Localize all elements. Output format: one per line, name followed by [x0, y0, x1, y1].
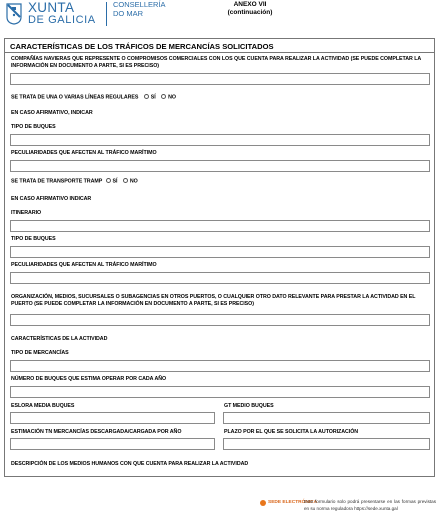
itinerary-field[interactable]: [10, 220, 430, 232]
annex-heading: [200, 1, 300, 17]
form-title: CARACTERÍSTICAS DE LOS TRÁFICOS DE MERCANCÍAS SOLICITADOS: [10, 42, 274, 51]
footer-url[interactable]: https://sede.xunta.gal: [354, 506, 398, 511]
companies-label: COMPAÑÍAS NAVIERAS QUE REPRESENTE O COMPROMISOS COMERCIALES CON LOS QUE CUENTA PARA REALIZAR LA ACTIVIDAD (SE PUEDE COMPLETAR LA INFORMACIÓN EN DOCUMENTO A PARTE, SI ES PRECISO): [11, 56, 422, 70]
regular-lines-no-radio[interactable]: [161, 94, 166, 99]
affirmative-label-1: EN CASO AFIRMATIVO, INDICAR: [11, 110, 93, 116]
affirmative-label-2: EN CASO AFIRMATIVO INDICAR: [11, 196, 92, 202]
average-length-field[interactable]: [10, 412, 215, 424]
title-divider: [5, 52, 434, 53]
ship-type-label-2: TIPO DE BUQUES: [11, 236, 56, 242]
galicia-flag-icon: [6, 3, 22, 25]
yes-label: SÍ: [150, 94, 156, 101]
ships-per-year-field[interactable]: [10, 386, 430, 398]
activity-characteristics-heading: CARACTERÍSTICAS DE LA ACTIVIDAD: [11, 336, 108, 342]
department-name: [113, 1, 166, 18]
companies-field[interactable]: [10, 73, 430, 85]
yes-label: SÍ: [112, 178, 118, 185]
ship-type-field-2[interactable]: [10, 246, 430, 258]
average-length-label: ESLORA MEDIA BUQUES: [11, 403, 75, 409]
tramp-question: SE TRATA DE TRANSPORTE TRAMP: [11, 178, 103, 185]
footer-note: [304, 498, 436, 512]
logo-text-xunta: XUNTA: [28, 0, 75, 15]
department-line-2: DO MAR: [113, 8, 143, 18]
page-footer: [260, 498, 436, 516]
tonnage-estimate-label: ESTIMACIÓN TN MERCANCÍAS DESCARGADA/CARGADA POR AÑO: [11, 429, 182, 435]
annex-title: ANEXO VII: [233, 1, 267, 8]
ships-per-year-label: NÚMERO DE BUQUES QUE ESTIMA OPERAR POR CADA AÑO: [11, 376, 167, 382]
no-label: NO: [168, 94, 176, 101]
peculiarities-label-1: PECULIARIDADES QUE AFECTEN AL TRÁFICO MARÍTIMO: [11, 150, 157, 156]
logo-divider: [106, 2, 107, 26]
average-gt-field[interactable]: [223, 412, 430, 424]
goods-type-label: TIPO DE MERCANCÍAS: [11, 350, 69, 356]
tramp-no-radio[interactable]: [123, 178, 128, 183]
tonnage-estimate-field[interactable]: [10, 438, 215, 450]
peculiarities-field-2[interactable]: [10, 272, 430, 284]
organization-label: ORGANIZACIÓN, MEDIOS, SUCURSALES O SUBAGENCIAS EN OTROS PUERTOS, O CUALQUIER OTRO DATO RELEVANTE PARA PRESTAR LA ACTIVIDAD EN EL PUERTO (SE PUEDE COMPLETAR LA INFORMACIÓN EN DOCUMENTO A PARTE, SI ES PRECISO): [11, 294, 416, 308]
logo-text-galicia: DE GALICIA: [28, 14, 96, 26]
human-resources-label: DESCRIPCIÓN DE LOS MEDIOS HUMANOS CON QUE CUENTA PARA REALIZAR LA ACTIVIDAD: [11, 461, 249, 467]
peculiarities-label-2: PECULIARIDADES QUE AFECTEN AL TRÁFICO MARÍTIMO: [11, 262, 157, 268]
sede-label: SEDE ELECTRÓNICA: [268, 500, 318, 505]
regular-lines-question: SE TRATA DE UNA O VARIAS LÍNEAS REGULARES: [11, 94, 139, 101]
ship-type-label-1: TIPO DE BUQUES: [11, 124, 56, 130]
cargo-traffic-form: [4, 38, 435, 477]
sede-logo-icon: [260, 500, 266, 506]
department-line-1: CONSELLERÍA: [113, 0, 166, 9]
annex-subtitle: (continuación): [227, 9, 273, 16]
peculiarities-field-1[interactable]: [10, 160, 430, 172]
itinerary-label: ITINERARIO: [11, 210, 42, 216]
goods-type-field[interactable]: [10, 360, 430, 372]
regular-lines-row: [11, 94, 176, 102]
page-header: [0, 0, 439, 32]
authorization-period-field[interactable]: [223, 438, 430, 450]
organization-field[interactable]: [10, 314, 430, 326]
no-label: NO: [129, 178, 138, 185]
regular-lines-yes-radio[interactable]: [144, 94, 149, 99]
xunta-logo: [6, 0, 166, 29]
ship-type-field-1[interactable]: [10, 134, 430, 146]
tramp-yes-radio[interactable]: [106, 178, 111, 183]
average-gt-label: GT MEDIO BUQUES: [224, 403, 274, 409]
authorization-period-label: PLAZO POR EL QUE SE SOLICITA LA AUTORIZACIÓN: [224, 429, 359, 435]
tramp-row: [11, 178, 138, 186]
footer-note-text: Este formulario solo podrá presentarse en las formas previstas en su norma reguladora: [304, 499, 436, 511]
